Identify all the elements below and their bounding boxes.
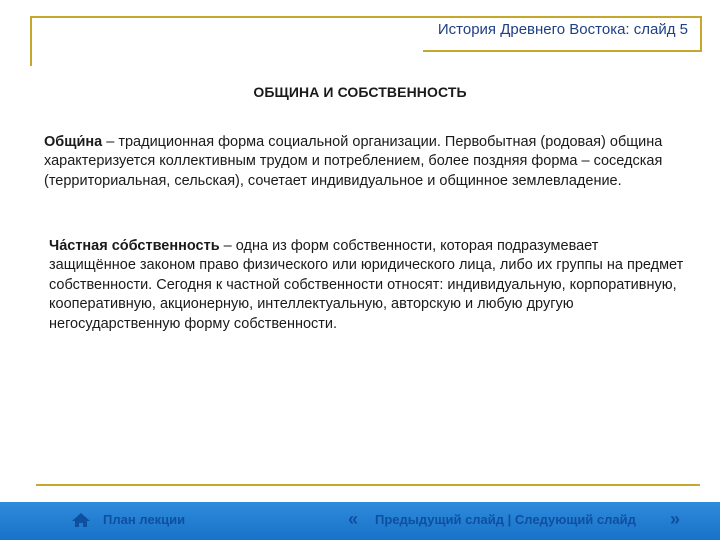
- definition-community: – традиционная форма социальной организации. Первобытная (родовая) община характеризуется коллективным трудом и потреблением, более поздняя форма – соседская (территориальная, сельская), сочетает индивидуальное и общинное землевладение.: [44, 134, 663, 189]
- paragraph-community: [44, 133, 694, 191]
- definition-private-property: – одна из форм собственности, которая подразумевает защищённое законом право физического или юридического лица, либо их группы на предмет собственности. Сегодня к частной собственности относят: индивидуальную, корпоративную, кооперативную, акционерную, интеллектуальную, авторскую и любую другую негосударственную форму собственности.: [49, 238, 684, 332]
- term-private-property: Ча́стная со́бственность: [49, 238, 220, 254]
- chevron-right-icon[interactable]: »: [670, 509, 681, 529]
- home-icon[interactable]: [72, 513, 90, 527]
- term-community: Общи́на: [44, 134, 103, 150]
- footer-divider: [36, 484, 700, 486]
- page-title: ОБЩИНА И СОБСТВЕННОСТЬ: [253, 84, 467, 100]
- lecture-plan-link[interactable]: План лекции: [103, 512, 186, 527]
- prev-next-slide-links[interactable]: Предыдущий слайд | Следующий слайд: [375, 512, 636, 527]
- paragraph-private-property: [49, 237, 689, 334]
- header-border-right: [700, 16, 702, 51]
- slide-header-title: История Древнего Востока: слайд 5: [437, 21, 688, 38]
- header-border-top: [30, 16, 702, 18]
- header-border-left: [30, 16, 32, 66]
- header-border-bottom: [423, 50, 702, 52]
- chevron-left-icon[interactable]: «: [348, 509, 359, 529]
